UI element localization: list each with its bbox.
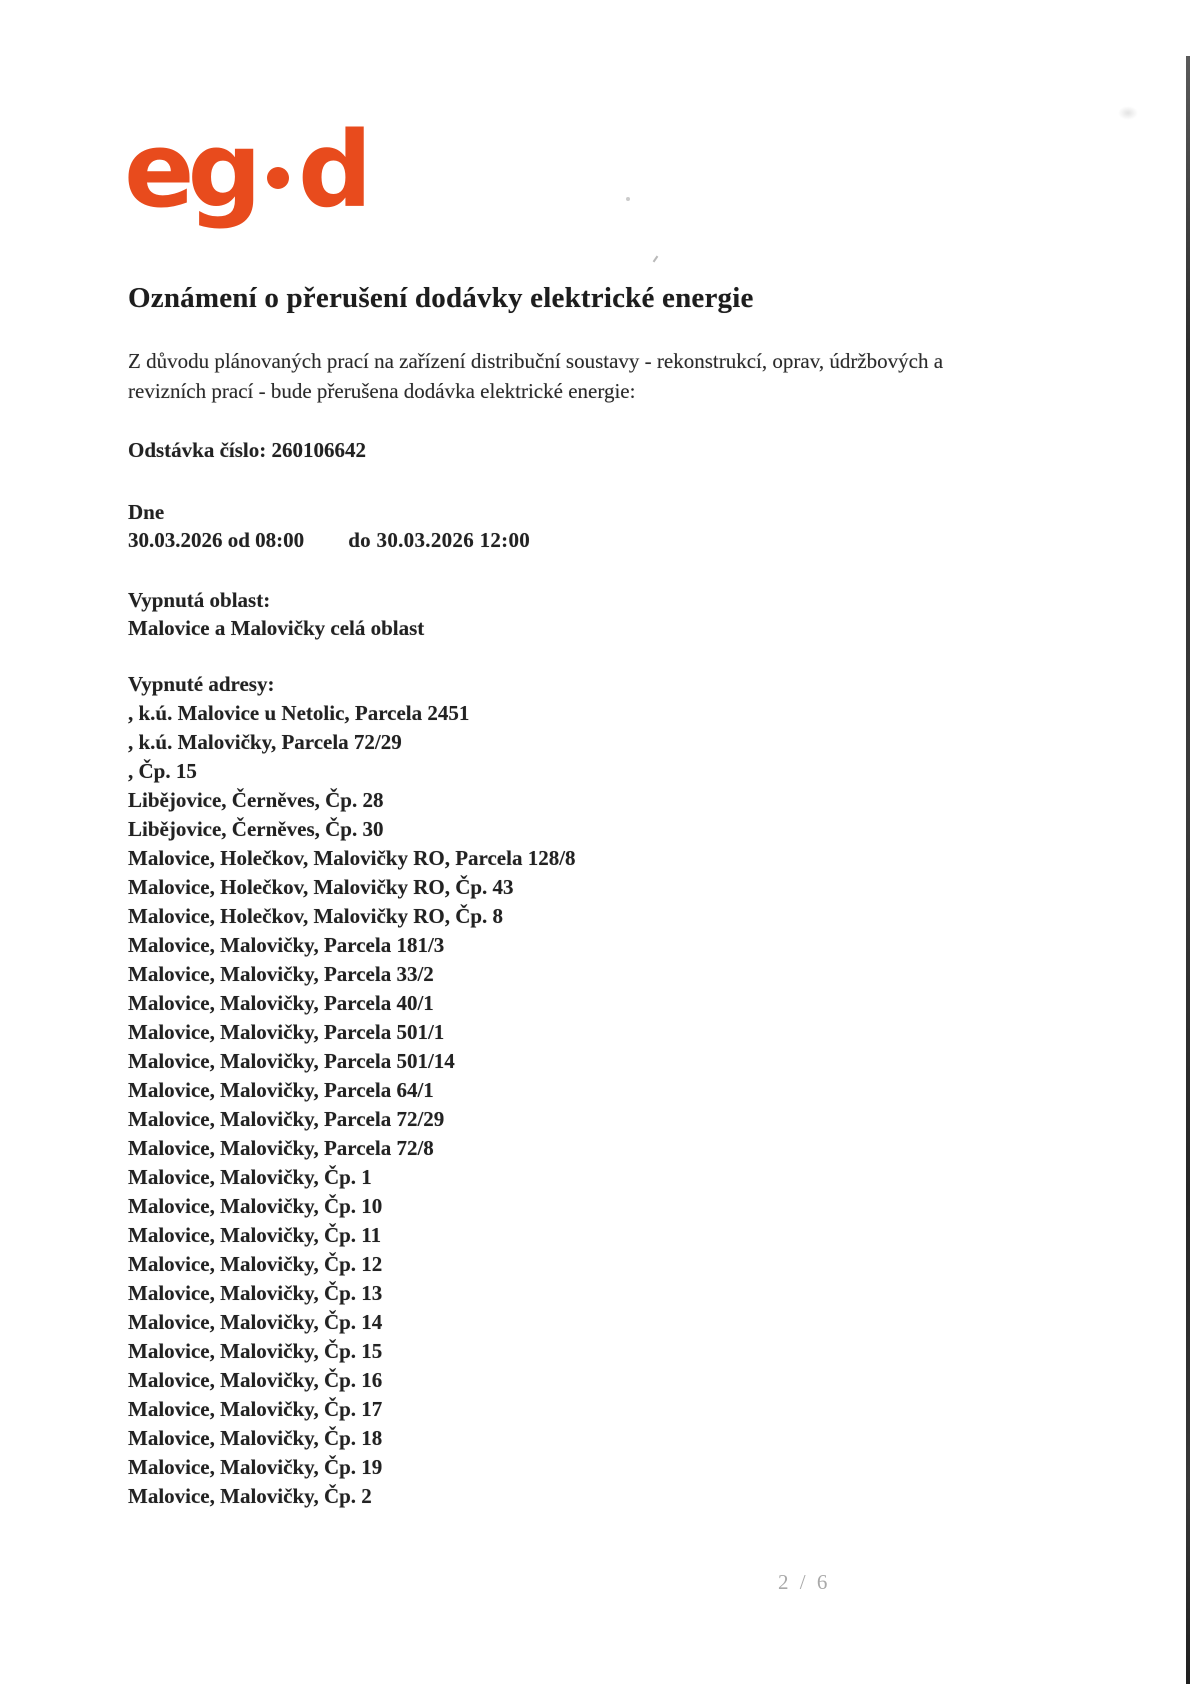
logo-text-right: d [297, 109, 366, 231]
egd-logo [124, 109, 366, 231]
address-line: Malovice, Malovičky, Čp. 2 [128, 1484, 372, 1508]
area-label: Vypnutá oblast: [128, 588, 271, 612]
address-line: Malovice, Malovičky, Čp. 18 [128, 1426, 383, 1450]
date-range-line [128, 528, 530, 553]
intro-paragraph: Z důvodu plánovaných prací na zařízení distribuční soustavy - rekonstrukcí, oprav, údržbových a revizních prací - bude přerušena dodávka elektrické energie: [128, 349, 944, 403]
address-line: , k.ú. Malovice u Netolic, Parcela 2451 [128, 701, 470, 725]
address-line: Malovice, Malovičky, Čp. 15 [128, 1339, 383, 1363]
area-value: Malovice a Malovičky celá oblast [128, 616, 425, 640]
date-to: do 30.03.2026 12:00 [348, 528, 531, 552]
scan-artifact-speck [626, 197, 630, 201]
address-line: Malovice, Malovičky, Čp. 19 [128, 1455, 383, 1479]
date-label: Dne [128, 500, 165, 524]
outage-number-line [128, 438, 366, 463]
address-line: Malovice, Malovičky, Parcela 501/1 [128, 1020, 445, 1044]
document-title: Oznámení o přerušení dodávky elektrické energie [128, 282, 754, 314]
address-line: Malovice, Malovičky, Parcela 40/1 [128, 991, 434, 1015]
address-line: Malovice, Malovičky, Parcela 33/2 [128, 962, 434, 986]
address-line: Libějovice, Černěves, Čp. 28 [128, 788, 384, 812]
logo-dot-icon [267, 167, 289, 189]
address-line: Malovice, Malovičky, Parcela 72/8 [128, 1136, 434, 1160]
scan-artifact-right-edge [1186, 56, 1190, 1684]
addresses-label: Vypnuté adresy: [128, 672, 275, 696]
address-line: Libějovice, Černěves, Čp. 30 [128, 817, 384, 841]
address-line: Malovice, Malovičky, Čp. 12 [128, 1252, 383, 1276]
address-line: Malovice, Malovičky, Parcela 181/3 [128, 933, 445, 957]
address-line: Malovice, Malovičky, Parcela 64/1 [128, 1078, 434, 1102]
address-line: Malovice, Malovičky, Čp. 11 [128, 1223, 382, 1247]
address-list [128, 699, 576, 1511]
address-line: Malovice, Malovičky, Čp. 16 [128, 1368, 383, 1392]
page-number: 2 / 6 [778, 1570, 831, 1594]
logo-text-left: eg [124, 109, 255, 231]
address-line: Malovice, Malovičky, Čp. 1 [128, 1165, 372, 1189]
address-line: , k.ú. Malovičky, Parcela 72/29 [128, 730, 402, 754]
outage-number-value: 260106642 [271, 438, 367, 462]
address-line: Malovice, Malovičky, Čp. 10 [128, 1194, 383, 1218]
address-line: Malovice, Malovičky, Čp. 14 [128, 1310, 383, 1334]
date-from: 30.03.2026 od 08:00 [128, 528, 305, 552]
address-line: , Čp. 15 [128, 759, 197, 783]
address-line: Malovice, Holečkov, Malovičky RO, Čp. 43 [128, 875, 514, 899]
address-line: Malovice, Malovičky, Čp. 13 [128, 1281, 383, 1305]
address-line: Malovice, Holečkov, Malovičky RO, Parcela 128/8 [128, 846, 576, 870]
scan-artifact-smudge [1118, 106, 1138, 120]
address-line: Malovice, Malovičky, Čp. 17 [128, 1397, 383, 1421]
scan-artifact-tick [653, 256, 659, 263]
address-line: Malovice, Malovičky, Parcela 501/14 [128, 1049, 455, 1073]
address-line: Malovice, Malovičky, Parcela 72/29 [128, 1107, 445, 1131]
address-line: Malovice, Holečkov, Malovičky RO, Čp. 8 [128, 904, 504, 928]
outage-number-label: Odstávka číslo: [128, 438, 267, 462]
